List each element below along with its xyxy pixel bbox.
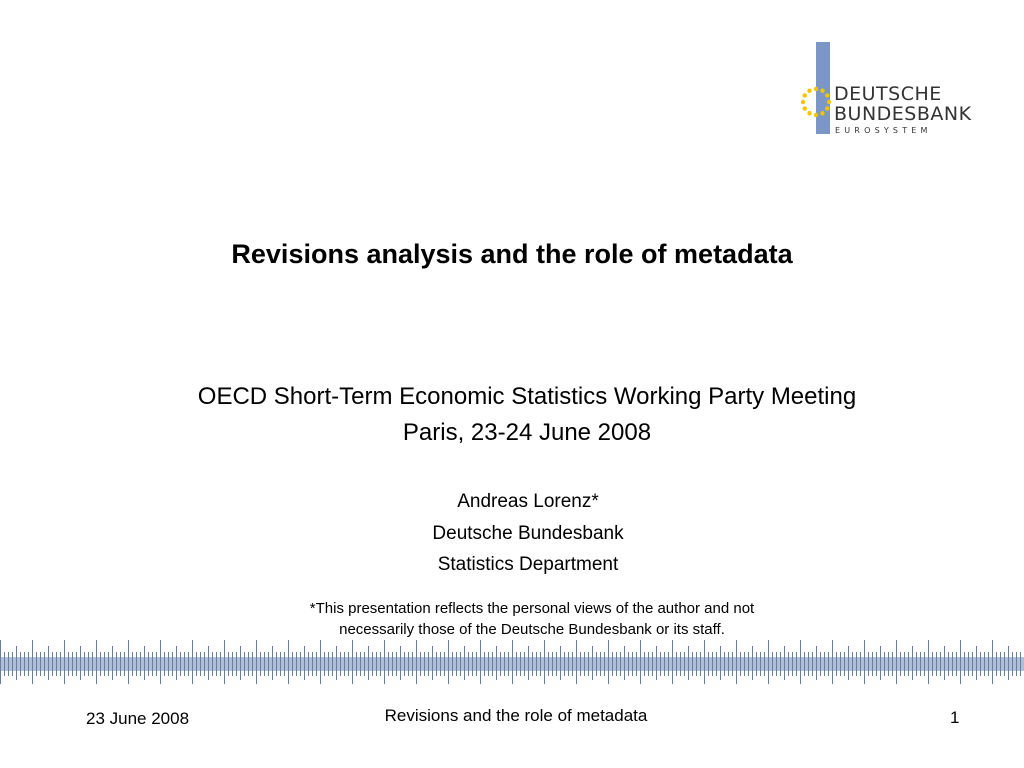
author-name: Andreas Lorenz* <box>457 491 599 512</box>
star-mark <box>814 87 818 91</box>
star-mark <box>820 89 824 93</box>
disclaimer-line-1: *This presentation reflects the personal views of the author and not <box>309 600 755 617</box>
star-mark <box>803 106 807 110</box>
star-mark <box>807 89 811 93</box>
author-institution: Deutsche Bundesbank <box>432 523 624 544</box>
star-mark <box>803 93 807 97</box>
footer-title: Revisions and the role of metadata <box>384 706 648 725</box>
author-department: Statistics Department <box>437 554 619 575</box>
logo-text-eurosystem: EUROSYSTEM <box>835 126 932 135</box>
star-mark <box>820 111 824 115</box>
star-mark <box>827 100 831 104</box>
star-mark <box>801 100 805 104</box>
bundesbank-logo <box>798 42 978 138</box>
decorative-ruler <box>0 636 1024 688</box>
star-mark <box>814 113 818 117</box>
meeting-name: OECD Short-Term Economic Statistics Working Party Meeting <box>197 383 857 410</box>
page-number: 1 <box>950 708 960 727</box>
logo-text-deutsche: DEUTSCHE <box>834 83 942 105</box>
logo-text-bundesbank: BUNDESBANK <box>834 103 972 125</box>
slide-title <box>0 236 1024 272</box>
footer-date: 23 June 2008 <box>86 709 190 728</box>
star-mark <box>825 106 829 110</box>
slide-title-text: Revisions analysis and the role of metadata <box>231 239 793 269</box>
euro-stars-icon <box>798 84 834 120</box>
star-mark <box>807 111 811 115</box>
disclaimer-line-2: necessarily those of the Deutsche Bundesbank or its staff. <box>339 621 725 638</box>
star-mark <box>825 93 829 97</box>
meeting-place-date: Paris, 23-24 June 2008 <box>402 419 652 446</box>
